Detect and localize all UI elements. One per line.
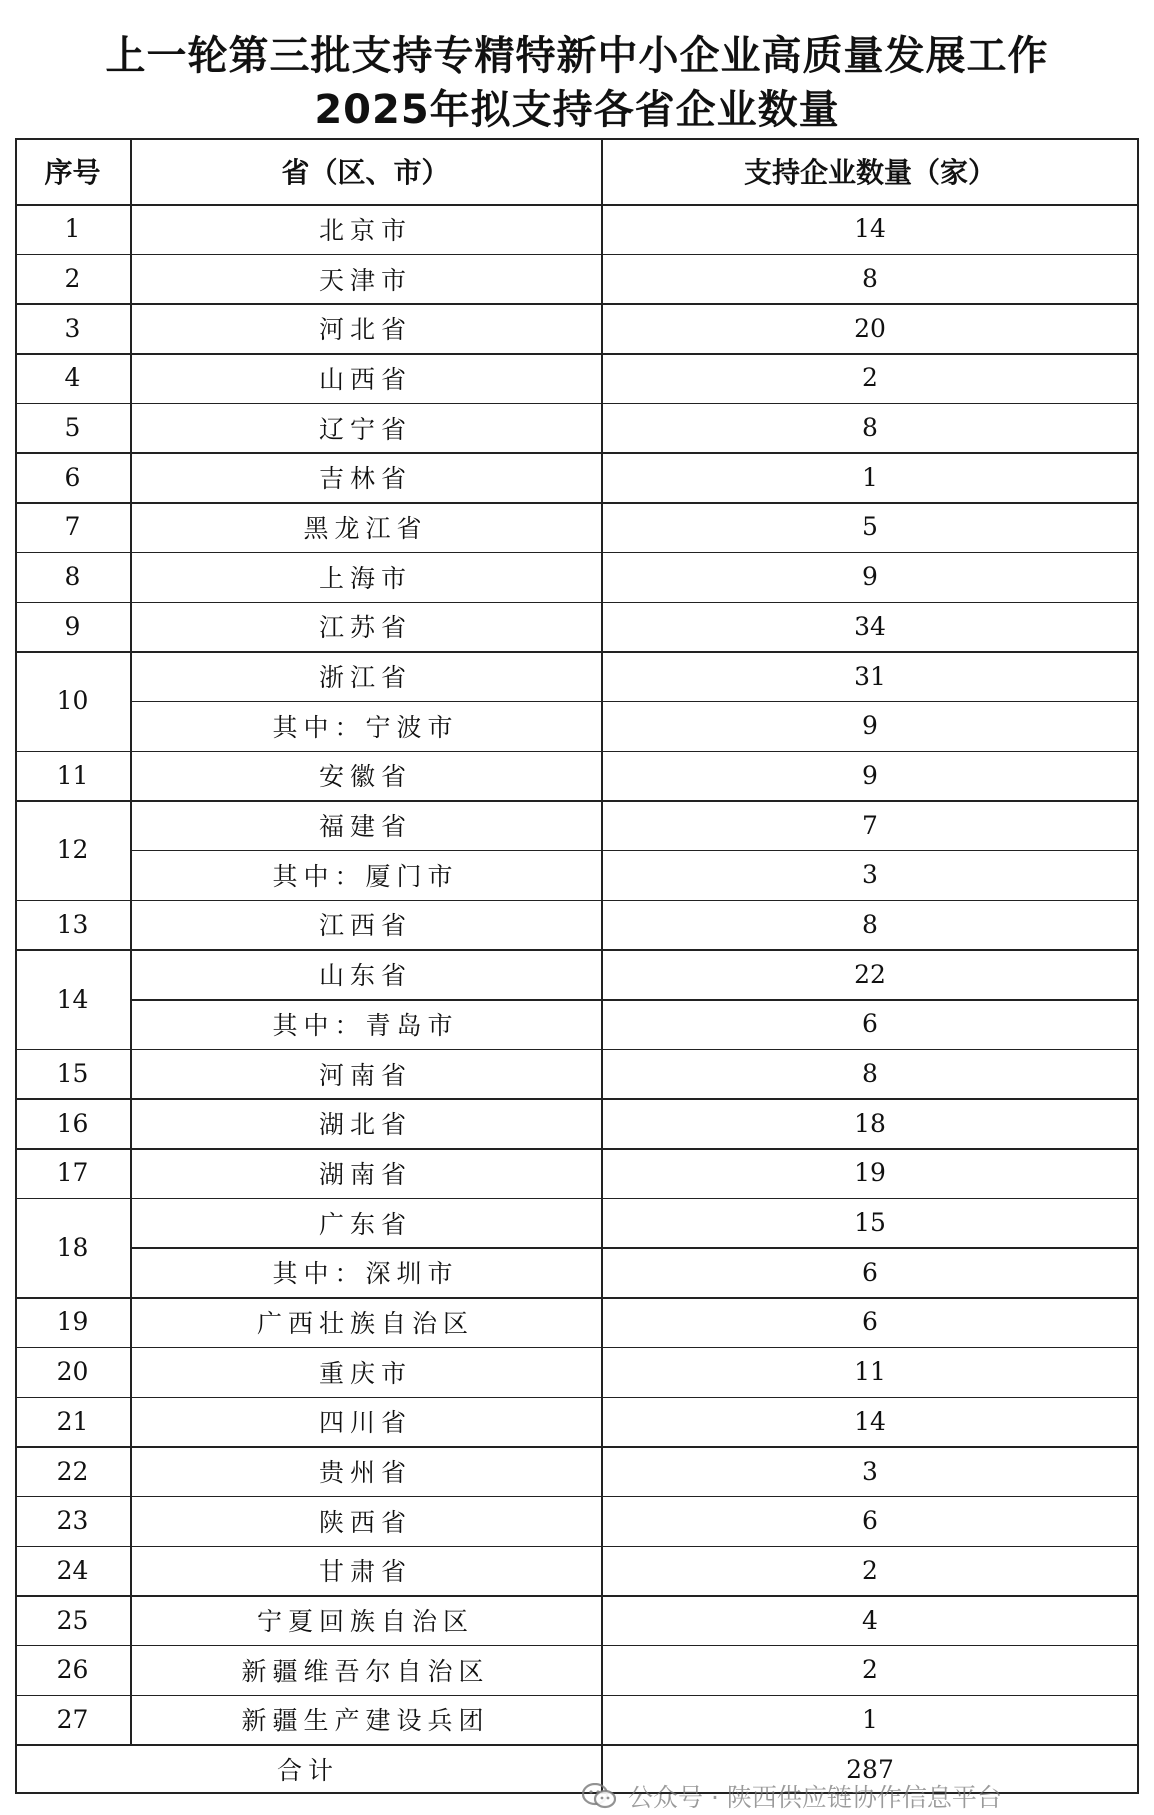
row-number: 9 bbox=[64, 611, 81, 641]
count-cell: 34 bbox=[854, 611, 886, 641]
count-cell: 8 bbox=[862, 1059, 878, 1089]
row-number: 4 bbox=[64, 363, 81, 393]
province-cell: 安徽省 bbox=[318, 762, 412, 792]
province-cell: 新疆生产建设兵团 bbox=[241, 1706, 490, 1736]
province-cell: 广西壮族自治区 bbox=[256, 1308, 474, 1338]
row-number: 20 bbox=[56, 1357, 89, 1387]
count-cell: 15 bbox=[854, 1208, 886, 1238]
count-cell: 3 bbox=[862, 1456, 878, 1486]
count-cell: 1 bbox=[862, 462, 878, 492]
row-number: 24 bbox=[56, 1555, 89, 1585]
province-cell: 山西省 bbox=[318, 364, 412, 394]
title-line-2: 2025年拟支持各省企业数量 bbox=[314, 87, 840, 133]
sub-city-cell: 其中：宁波市 bbox=[272, 712, 459, 742]
col-divider bbox=[130, 138, 132, 1744]
province-cell: 湖北省 bbox=[318, 1110, 412, 1140]
province-cell: 重庆市 bbox=[318, 1358, 412, 1388]
count-cell: 14 bbox=[854, 214, 886, 244]
row-number: 21 bbox=[56, 1406, 89, 1436]
watermark-text: 公众号 · 陕西供应链协作信息平台 bbox=[628, 1783, 1002, 1812]
province-cell: 四川省 bbox=[318, 1408, 412, 1438]
sub-count-cell: 9 bbox=[862, 711, 878, 741]
province-cell: 江西省 bbox=[318, 911, 412, 941]
watermark bbox=[582, 1779, 1002, 1813]
row-number: 14 bbox=[56, 984, 89, 1014]
enterprise-quota-table bbox=[15, 138, 1139, 1794]
province-cell: 北京市 bbox=[318, 215, 412, 245]
wechat-icon bbox=[582, 1783, 616, 1809]
count-cell: 31 bbox=[854, 661, 886, 691]
count-cell: 20 bbox=[854, 313, 886, 343]
province-cell: 吉林省 bbox=[318, 464, 412, 494]
row-number: 25 bbox=[56, 1605, 89, 1635]
row-number: 27 bbox=[56, 1704, 89, 1734]
count-cell: 11 bbox=[854, 1357, 886, 1387]
title-line-1: 上一轮第三批支持专精特新中小企业高质量发展工作 bbox=[105, 33, 1049, 79]
count-cell: 18 bbox=[854, 1108, 886, 1138]
row-number: 12 bbox=[56, 835, 89, 865]
sub-city-cell: 其中：青岛市 bbox=[272, 1010, 459, 1040]
row-number: 19 bbox=[56, 1307, 89, 1337]
row-number: 16 bbox=[56, 1108, 89, 1138]
province-cell: 辽宁省 bbox=[318, 414, 412, 444]
header-count: 支持企业数量（家） bbox=[743, 156, 996, 189]
province-cell: 江苏省 bbox=[318, 613, 412, 643]
header-no: 序号 bbox=[44, 156, 101, 189]
province-cell: 黑龙江省 bbox=[303, 513, 428, 543]
row-number: 18 bbox=[56, 1232, 89, 1262]
count-cell: 8 bbox=[862, 264, 878, 294]
sub-count-cell: 3 bbox=[862, 860, 878, 890]
province-cell: 河南省 bbox=[318, 1060, 412, 1090]
province-cell: 山东省 bbox=[318, 961, 412, 991]
row-number: 8 bbox=[64, 562, 81, 592]
province-cell: 天津市 bbox=[318, 265, 412, 295]
sub-count-cell: 6 bbox=[862, 1009, 878, 1039]
sub-city-cell: 其中：深圳市 bbox=[272, 1259, 459, 1289]
count-cell: 2 bbox=[862, 1555, 878, 1585]
province-cell: 宁夏回族自治区 bbox=[256, 1607, 474, 1637]
province-cell: 河北省 bbox=[318, 315, 412, 345]
count-cell: 14 bbox=[854, 1406, 886, 1436]
row-number: 26 bbox=[56, 1655, 89, 1685]
count-cell: 8 bbox=[862, 909, 878, 939]
row-number: 23 bbox=[56, 1506, 89, 1536]
province-cell: 福建省 bbox=[318, 812, 412, 842]
count-cell: 9 bbox=[862, 562, 878, 592]
province-cell: 甘肃省 bbox=[318, 1557, 412, 1587]
province-cell: 上海市 bbox=[318, 563, 412, 593]
table-border-right bbox=[1137, 138, 1139, 1794]
count-cell: 4 bbox=[862, 1605, 878, 1635]
col-divider bbox=[601, 138, 603, 1794]
province-cell: 陕西省 bbox=[318, 1507, 412, 1537]
count-cell: 6 bbox=[862, 1307, 878, 1337]
count-cell: 22 bbox=[854, 959, 886, 989]
total-count: 287 bbox=[846, 1754, 894, 1784]
row-number: 6 bbox=[64, 462, 81, 492]
count-cell: 7 bbox=[862, 810, 878, 840]
sub-count-cell: 6 bbox=[862, 1257, 878, 1287]
count-cell: 6 bbox=[862, 1506, 878, 1536]
count-cell: 1 bbox=[862, 1704, 878, 1734]
province-cell: 广东省 bbox=[318, 1209, 412, 1239]
row-number: 10 bbox=[56, 686, 89, 716]
row-number: 1 bbox=[64, 214, 81, 244]
row-number: 11 bbox=[56, 760, 89, 790]
province-cell: 浙江省 bbox=[318, 663, 412, 693]
row-number: 22 bbox=[56, 1456, 89, 1486]
row-number: 15 bbox=[56, 1059, 89, 1089]
document-title bbox=[0, 0, 1154, 140]
total-label: 合计 bbox=[276, 1756, 339, 1786]
row-number: 2 bbox=[64, 264, 81, 294]
header-province: 省（区、市） bbox=[281, 156, 450, 189]
sub-city-cell: 其中：厦门市 bbox=[272, 861, 459, 891]
province-cell: 贵州省 bbox=[318, 1458, 412, 1488]
table-border-left bbox=[15, 138, 17, 1794]
count-cell: 5 bbox=[862, 512, 878, 542]
count-cell: 19 bbox=[854, 1158, 886, 1188]
row-number: 17 bbox=[56, 1158, 89, 1188]
province-cell: 湖南省 bbox=[318, 1159, 412, 1189]
row-number: 3 bbox=[64, 313, 81, 343]
count-cell: 9 bbox=[862, 760, 878, 790]
count-cell: 8 bbox=[862, 413, 878, 443]
table-border-top bbox=[15, 138, 1139, 140]
row-number: 7 bbox=[64, 512, 81, 542]
row-number: 5 bbox=[64, 413, 81, 443]
count-cell: 2 bbox=[862, 1655, 878, 1685]
count-cell: 2 bbox=[862, 363, 878, 393]
row-number: 13 bbox=[56, 909, 89, 939]
province-cell: 新疆维吾尔自治区 bbox=[241, 1656, 490, 1686]
